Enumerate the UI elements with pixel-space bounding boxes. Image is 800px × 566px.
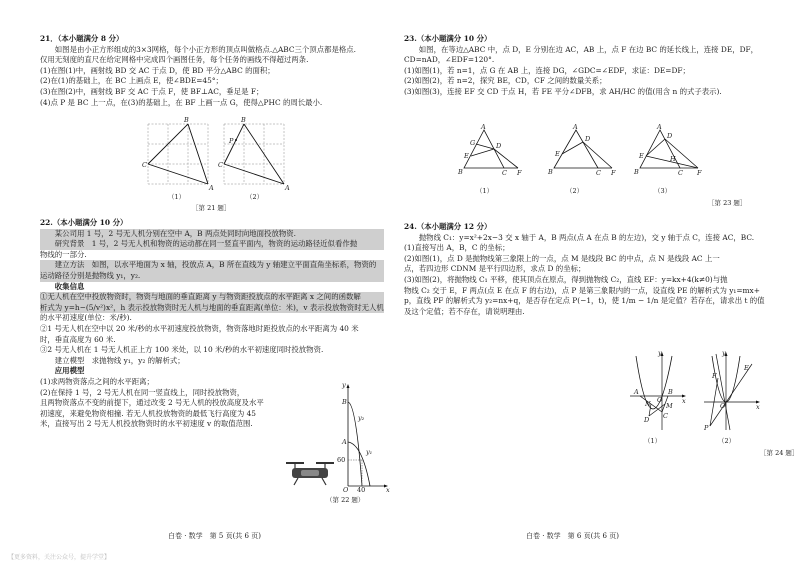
text-line: 研究背景 1 号，2 号无人机和物资的运动都在同一竖直平面内，物资的运动路径近似看作抛 xyxy=(40,239,384,250)
text-line: 24.（本小题满分 12 分） xyxy=(404,222,492,231)
q21-text xyxy=(40,34,356,108)
q21-figure-2 xyxy=(218,116,290,194)
label-B: B xyxy=(548,168,553,176)
label-N: N xyxy=(645,400,651,408)
text-line: 如图，在等边△ABC 中，点 D，E 分别在边 AC，AB 上，点 F 在边 BC 的延长线上，连接 DE，DF， xyxy=(404,44,759,54)
q23-figure-2 xyxy=(548,123,616,188)
q22-graph xyxy=(337,381,390,496)
label-P: P xyxy=(704,424,709,432)
q24-caption: ［第 24 题］ xyxy=(760,449,799,457)
q24-text xyxy=(404,222,765,317)
text-line: ②1 号无人机在空中以 20 米/秒的水平初速度投放物资，物资落地时距投放点的水平距离为 40 米 xyxy=(40,323,359,333)
text-line: p，直线 PF 的解析式为 y₂=nx+q，是否存在定点 P(−1，t)，使 1/m − 1/n 是定值？若存在，请求出 t 的值 xyxy=(404,296,765,306)
text-line: 运动路径分别是抛物线 y₁，y₂. xyxy=(40,271,384,282)
label-D: D xyxy=(644,416,650,424)
q23-text xyxy=(404,34,758,98)
text-line: CD=nAD，∠EDF=120°. xyxy=(404,55,495,65)
q24-figure-1 xyxy=(626,350,688,436)
text-line: (2)在(1)的基础上，在 BC 上画点 E，使∠BDE=45°； xyxy=(40,76,223,86)
text-line: 初速度，来避免物资相撞. 若无人机投放物资的最低飞行高度为 45 xyxy=(40,408,257,418)
q23-caption: ［第 23 题］ xyxy=(708,199,747,207)
q23-figure-1 xyxy=(458,123,522,188)
text-line: 建立模型 求抛物线 y₁，y₂ 的解析式； xyxy=(40,355,185,365)
watermark-text: 【更多资料，关注公众号，提升学堂】 xyxy=(8,554,111,561)
q23-fig3-caption: （3） xyxy=(654,187,672,195)
text-line: (1)求两物资落点之间的水平距离； xyxy=(40,376,154,386)
label-x: x xyxy=(756,403,760,411)
label-y: y xyxy=(658,349,662,357)
label-E: E xyxy=(744,364,749,372)
text-line: 米，直接写出 2 号无人机投放物资时的水平初速度 v 的取值范围. xyxy=(40,419,253,429)
text-line: (3)如图(2)，将抛物线 C₁ 平移，使其顶点在原点，得到抛物线 C₂，直线 EF：y=kx+4(k≠0)与抛 xyxy=(404,274,728,284)
text-line: 23.（本小题满分 10 分） xyxy=(404,34,492,43)
text-line: 22.（本小题满分 10 分） xyxy=(40,218,128,227)
label-x: x xyxy=(682,397,686,405)
q22-text xyxy=(40,218,384,430)
text-line: 且两物资落点不变的前提下，通过改变 2 号无人机的投放高度及水平 xyxy=(40,398,264,408)
label-B: B xyxy=(184,116,189,124)
text-line: 及这个定值；若不存在，请说明理由. xyxy=(404,306,525,316)
text-line: (1)如图(1)，若 n=1，点 G 在 AB 上，连接 DG，∠GDC=∠EDF，求证：DE=DF； xyxy=(404,65,690,75)
q24-figure-2 xyxy=(700,350,762,436)
label-A: A xyxy=(657,123,662,131)
text-line: ③2 号无人机在 1 号无人机正上方 100 米处，以 10 米/秒的水平初速度同时投放物资. xyxy=(40,345,324,355)
label-y1: y₁ xyxy=(366,448,373,456)
point-P xyxy=(235,139,237,141)
text-line: (3)在图(2)中，画射线 BF 交 AC 于点 F，使 BF⊥AC，垂足是 F； xyxy=(40,86,264,96)
label-A: A xyxy=(209,184,214,192)
label-D: D xyxy=(496,142,502,150)
text-line: (2)如图(1)，点 D 是抛物线第三象限上的一点，点 M 是线段 BC 的中点，点 N 是线段 AC 上一 xyxy=(404,253,720,263)
label-O: O xyxy=(720,402,726,410)
q21-fig1-caption: （1） xyxy=(168,193,186,201)
text-line: ①无人机在空中投放物资时，物资与地面的垂直距离 y 与物资距投放点的水平距离 x 之间的函数解 xyxy=(40,292,384,303)
label-A: A xyxy=(285,184,290,192)
label-C: C xyxy=(142,161,147,169)
label-F: F xyxy=(712,372,717,380)
label-y: y xyxy=(722,349,726,357)
label-B: B xyxy=(634,168,639,176)
text-line: (2)如图(2)，若 n=2，探究 BE，CD，CF 之间的数量关系； xyxy=(404,76,607,86)
label-O: O xyxy=(657,396,663,404)
q21-grid-1 xyxy=(142,116,214,192)
q21-caption: ［第 21 题］ xyxy=(192,204,231,212)
text-line: 某公司用 1 号，2 号无人机分别在空中 A，B 两点处同时向地面投放物资. xyxy=(40,229,384,240)
q22-caption: （第 22 题） xyxy=(326,496,365,504)
label-F: F xyxy=(611,169,616,177)
label-A: A xyxy=(481,123,486,131)
label-D: D xyxy=(585,135,591,143)
text-line: 析式为 y=h−(5/v²)x²，h 表示投放物资时无人机与地面的垂直距离(单位：米)，v 表示投放物资时无人机 xyxy=(40,302,384,312)
label-M: M xyxy=(666,402,673,410)
label-G: G xyxy=(470,139,476,147)
text-line: (1)在图(1)中，画射线 BD 交 AC 于点 D，使 BD 平分△ABC 的面积； xyxy=(40,65,275,75)
text-line: (4)点 P 是 BC 上一点，在(3)的基础上，在 BF 上画一点 G，使得△PHC 的周长最小. xyxy=(40,97,323,107)
label-A: A xyxy=(634,388,639,396)
label-F: F xyxy=(517,169,522,177)
q21-figure-1 xyxy=(142,116,214,194)
label-B: B xyxy=(458,168,463,176)
label-E: E xyxy=(639,152,644,160)
text-line: 21．（本小题满分 8 分） xyxy=(40,34,124,43)
x-axis-label: x xyxy=(386,486,390,494)
left-footer: 白卷 · 数学 第 5 页(共 6 页) xyxy=(168,532,261,540)
label-F: F xyxy=(697,169,702,177)
text-line: 建立方法 如图，以水平地面为 x 轴，投放点 A，B 所在直线为 y 轴建立平面直角坐标系，物资的 xyxy=(40,260,384,271)
y-axis-label: y xyxy=(342,381,346,389)
label-D: D xyxy=(667,132,673,140)
right-page xyxy=(400,0,800,566)
label-C: C xyxy=(218,161,223,169)
label-B: B xyxy=(668,388,673,396)
q21-fig2-caption: （2） xyxy=(246,193,264,201)
q23-fig2-caption: （2） xyxy=(566,187,584,195)
text-line: 仅用无刻度的直尺在给定网格中完成四个画图任务，每个任务的画线不得超过两条. xyxy=(40,55,309,65)
text-line: 的水平初速度(单位：米/秒). xyxy=(40,313,132,323)
text-line: 物线的一部分. xyxy=(40,249,87,259)
label-E: E xyxy=(464,152,469,160)
text-line: 点，若四边形 CDNM 是平行四边形，求点 D 的坐标； xyxy=(404,264,586,274)
q24-fig2-caption: （2） xyxy=(718,437,736,445)
label-y2: y₂ xyxy=(358,414,365,422)
label-H: H xyxy=(670,155,676,163)
label-C: C xyxy=(678,169,683,177)
label-B: B xyxy=(342,398,347,406)
q23-figure-3 xyxy=(634,123,702,188)
label-B: B xyxy=(241,116,246,124)
text-line: 时，垂直高度为 60 米. xyxy=(40,334,116,344)
tick-40: 40 xyxy=(357,486,366,494)
label-E: E xyxy=(555,150,560,158)
label-P: P xyxy=(229,137,234,145)
text-line: (2)在保持 1 号，2 号无人机在同一竖直线上，同时投放物资， xyxy=(40,387,245,397)
label-A: A xyxy=(342,438,347,446)
label-C: C xyxy=(502,169,507,177)
text-line: 如图是由小正方形组成的3×3网格，每个小正方形的顶点叫做格点.△ABC三个顶点都是格点. xyxy=(40,44,356,54)
label-A: A xyxy=(573,123,578,131)
q21-grid-2 xyxy=(218,116,290,192)
text-line: 收集信息 xyxy=(40,281,85,291)
text-line: 应用模型 xyxy=(40,366,85,376)
q23-fig1-caption: （1） xyxy=(476,187,494,195)
right-footer: 白卷 · 数学 第 6 页(共 6 页) xyxy=(526,532,619,540)
text-line: 抛物线 C₁：y=x²+2x−3 交 x 轴于 A，B 两点(点 A 在点 B 的左边)，交 y 轴于点 C，连接 AC，BC. xyxy=(404,232,755,242)
text-line: (3)如图(3)，连接 EF 交 CD 于点 H，若 FE 平分∠DFB，求 AH/HC 的值(用含 n 的式子表示). xyxy=(404,86,722,96)
text-line: 物线 C₂ 交于 E，F 两点(点 E 在点 F 的右边)，点 P 是第三象限内的一点，设直线 PE 的解析式为 y₁=mx+ xyxy=(404,285,760,295)
origin-label: O xyxy=(343,486,349,494)
label-C: C xyxy=(596,169,601,177)
drone-illustration xyxy=(284,458,336,492)
tick-60: 60 xyxy=(337,456,346,464)
q24-fig1-caption: （1） xyxy=(644,437,662,445)
text-line: (1)直接写出 A，B，C 的坐标； xyxy=(404,243,510,253)
label-C: C xyxy=(663,412,668,420)
